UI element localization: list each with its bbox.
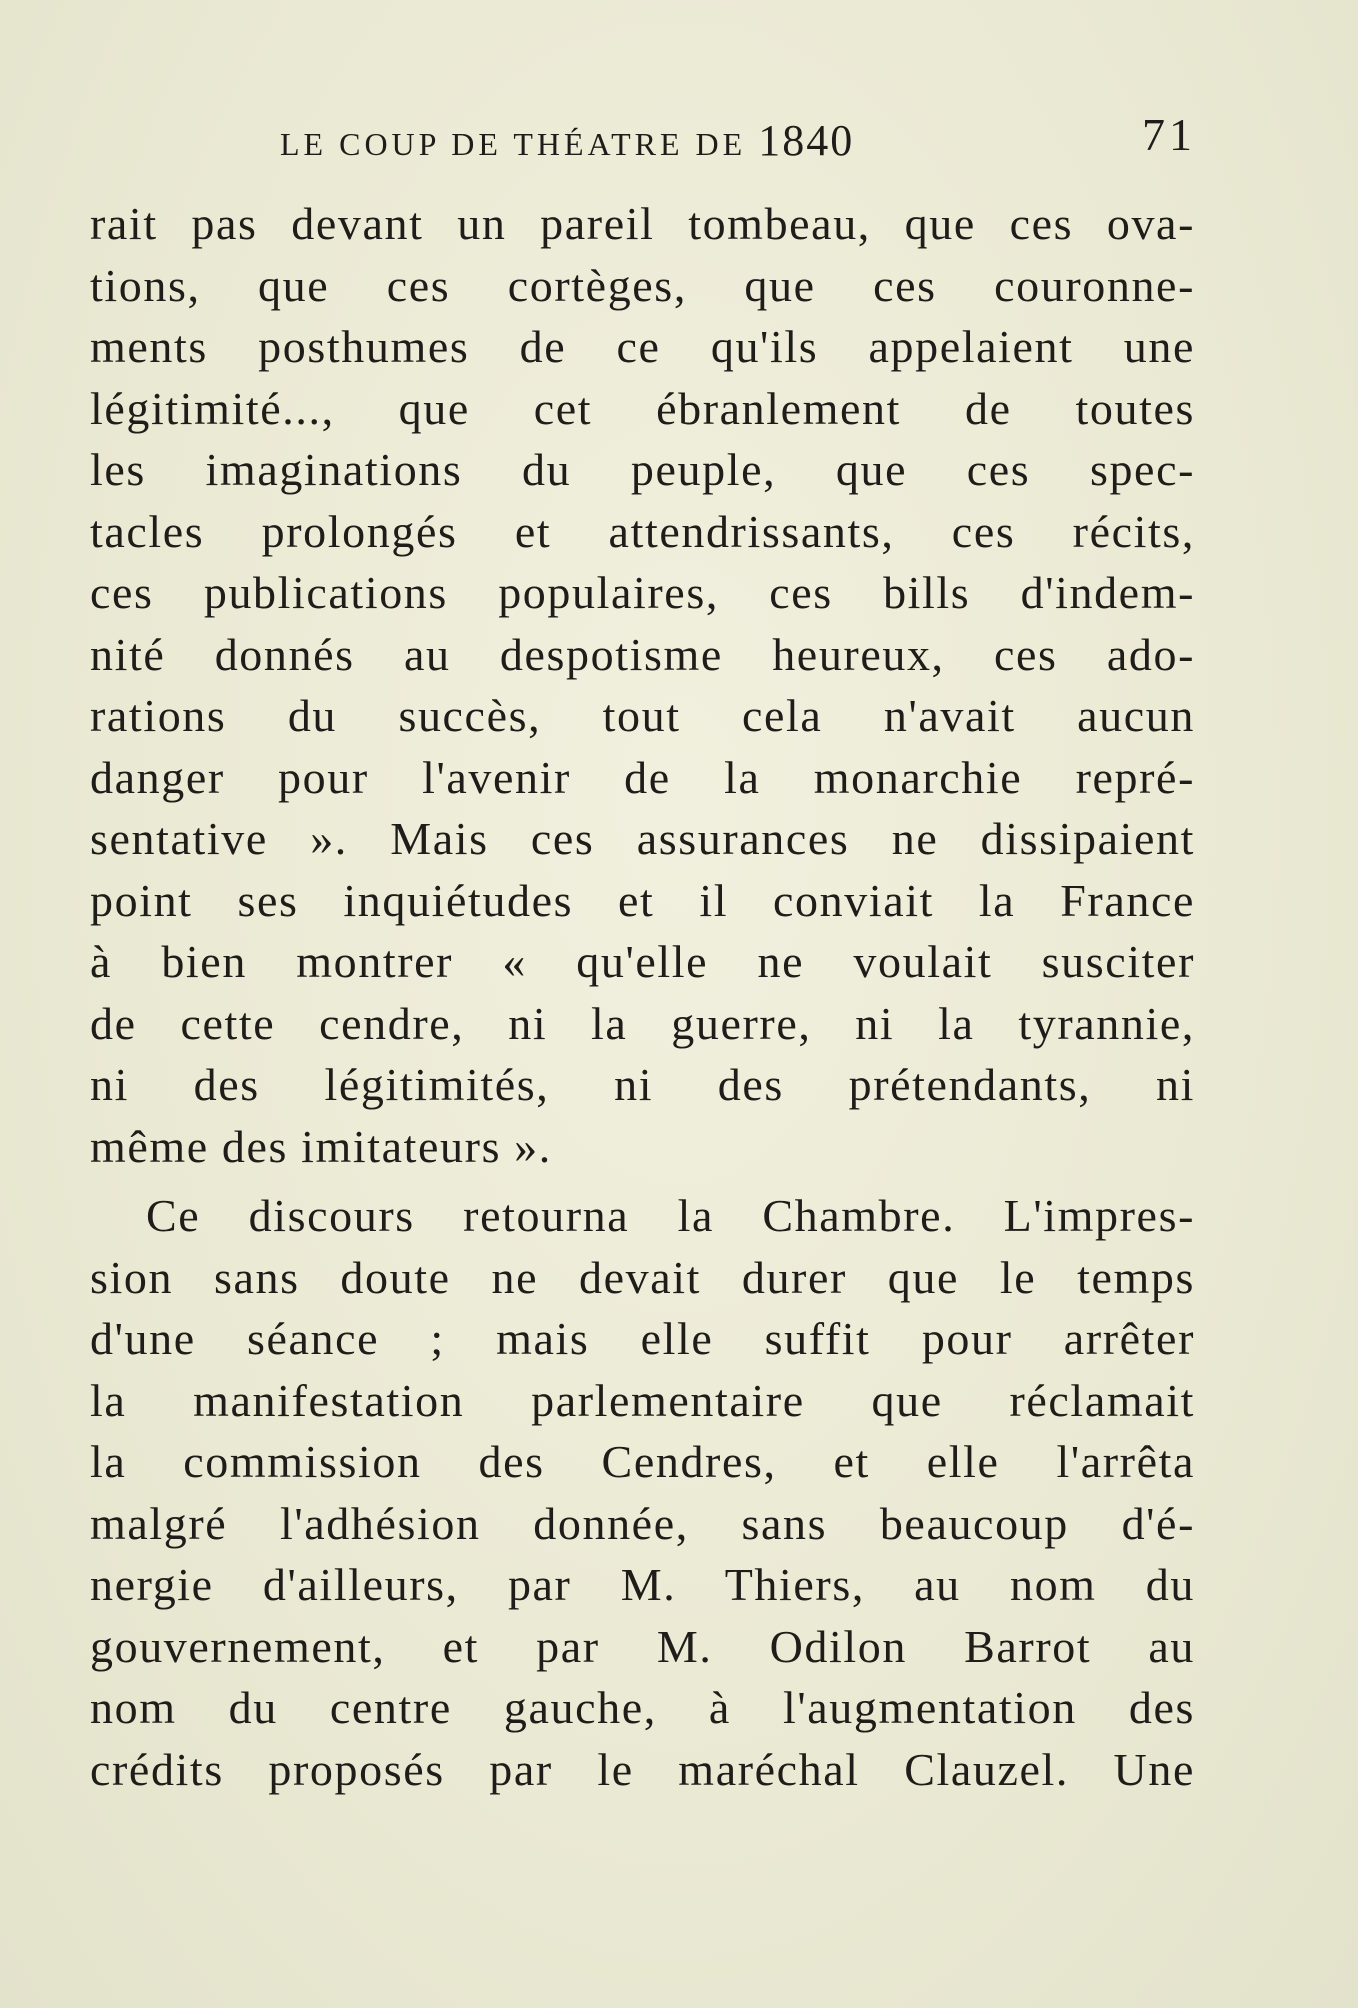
page-number: 71	[1142, 109, 1196, 160]
text-line: tacles prolongés et attendrissants, ces récits,	[90, 505, 1195, 557]
text-line: rait pas devant un pareil tombeau, que ces ova-	[90, 198, 1195, 249]
text-line: légitimité..., que cet ébranlement de toutes	[90, 382, 1195, 434]
text-line: d'une séance ; mais elle suffit pour arrêter	[90, 1313, 1195, 1364]
text-line: la commission des Cendres, et elle l'arrêta	[90, 1436, 1195, 1487]
text-line: Ce discours retourna la Chambre. L'impres-	[146, 1190, 1195, 1241]
paragraph-1	[90, 193, 1195, 1177]
text-line: à bien montrer « qu'elle ne voulait susciter	[90, 936, 1195, 987]
text-line: nité donnés au despotisme heureux, ces ado-	[90, 628, 1195, 680]
text-line: de cette cendre, ni la guerre, ni la tyrannie,	[90, 997, 1195, 1049]
text-line: malgré l'adhésion donnée, sans beaucoup d'é-	[90, 1497, 1195, 1549]
text-line: sion sans doute ne devait durer que le temps	[90, 1251, 1195, 1303]
running-head-text: LE COUP DE THÉATRE DE	[280, 126, 747, 162]
text-line: tions, que ces cortèges, que ces couronne-	[90, 259, 1195, 311]
text-line: gouvernement, et par M. Odilon Barrot au	[90, 1620, 1195, 1672]
text-line: nergie d'ailleurs, par M. Thiers, au nom du	[90, 1559, 1195, 1610]
running-head-title	[280, 115, 854, 166]
paragraph-gap	[90, 1177, 1195, 1185]
body-text	[90, 193, 1195, 1800]
text-line: les imaginations du peuple, que ces spec-	[90, 444, 1195, 495]
text-line: ments posthumes de ce qu'ils appelaient une	[90, 321, 1195, 372]
text-line: sentative ». Mais ces assurances ne dissipaient	[90, 813, 1195, 864]
running-head	[270, 105, 1010, 165]
text-line: ces publications populaires, ces bills d'indem-	[90, 567, 1195, 618]
text-line: la manifestation parlementaire que réclamait	[90, 1374, 1195, 1426]
text-line: danger pour l'avenir de la monarchie repré-	[90, 751, 1195, 803]
text-line: rations du succès, tout cela n'avait aucun	[90, 690, 1195, 741]
text-line: nom du centre gauche, à l'augmentation des	[90, 1682, 1195, 1733]
running-head-year: 1840	[758, 116, 855, 165]
text-line: ni des légitimités, ni des prétendants, ni	[90, 1059, 1195, 1110]
paragraph-2	[90, 1185, 1195, 1800]
text-line: même des imitateurs ».	[90, 1120, 552, 1172]
text-line: point ses inquiétudes et il conviait la France	[90, 874, 1195, 926]
text-line: crédits proposés par le maréchal Clauzel. Une	[90, 1743, 1195, 1795]
